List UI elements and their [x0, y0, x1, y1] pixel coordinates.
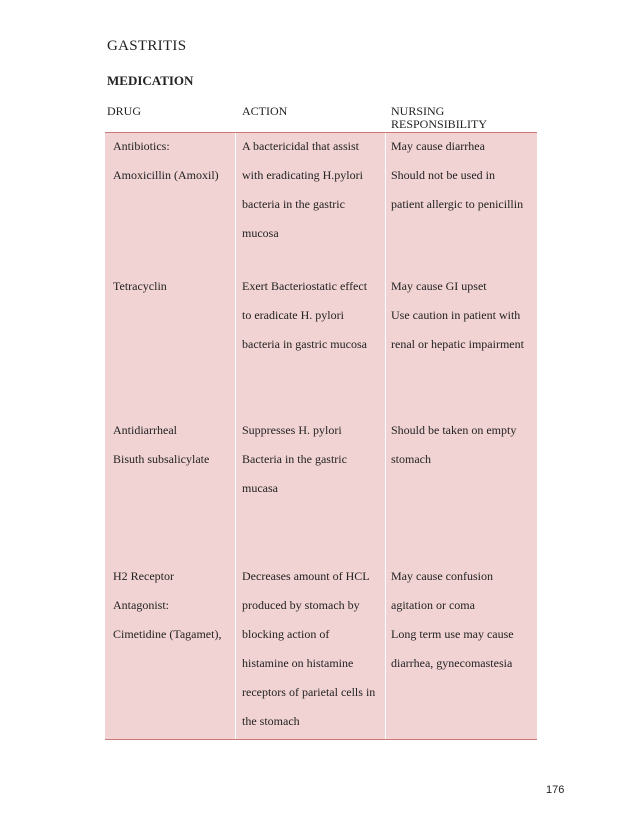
section-title: MEDICATION	[107, 73, 194, 88]
column-divider	[385, 133, 386, 739]
table-header	[105, 102, 537, 133]
header-action: ACTION	[242, 104, 288, 118]
table-row-tetracyclin-drug: Tetracyclin	[113, 279, 167, 293]
header-drug: DRUG	[107, 104, 142, 118]
page-number: 176	[546, 784, 565, 796]
table-row-antibiotics-action: A bactericidal that assist with eradicating H.pylori bacteria in the gastric mucosa	[242, 139, 363, 240]
table-row-antidiarrheal-action: Suppresses H. pylori Bacteria in the gastric mucasa	[242, 423, 347, 495]
table-row-tetracyclin-nursing: May cause GI upset Use caution in patient with renal or hepatic impairment	[391, 279, 524, 351]
table-row-h2-receptor-nursing: May cause confusion agitation or coma Long term use may cause diarrhea, gynecomastesia	[391, 569, 514, 670]
table-row-antidiarrheal-drug: Antidiarrheal Bisuth subsalicylate	[113, 423, 210, 466]
header-nursing-responsibility: NURSING RESPONSIBILITY	[391, 104, 488, 131]
column-divider	[235, 133, 236, 739]
table-row-antidiarrheal-nursing: Should be taken on empty stomach	[391, 423, 517, 466]
table-row-tetracyclin-action: Exert Bacteriostatic effect to eradicate H. pylori bacteria in gastric mucosa	[242, 279, 368, 351]
document-title: GASTRITIS	[107, 38, 187, 54]
table-row-h2-receptor-drug: H2 Receptor Antagonist: Cimetidine (Tagamet),	[113, 569, 222, 641]
table-row-antibiotics-drug: Antibiotics: Amoxicillin (Amoxil)	[113, 139, 219, 182]
table-row-antibiotics-nursing: May cause diarrhea Should not be used in patient allergic to penicillin	[391, 139, 524, 211]
table-row-h2-receptor-action: Decreases amount of HCL produced by stomach by blocking action of histamine on histamine receptors of parietal cells in the stomach	[242, 569, 376, 728]
table-bottom-border	[105, 739, 537, 740]
table-body	[105, 133, 537, 739]
